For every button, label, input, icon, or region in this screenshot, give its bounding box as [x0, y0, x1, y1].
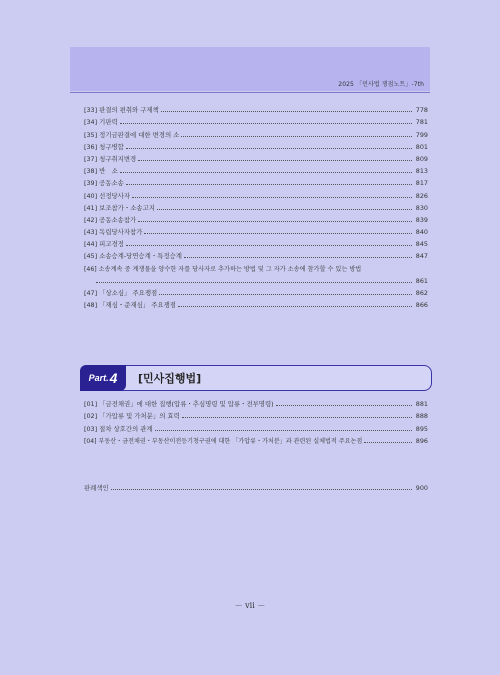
- toc-entry[interactable]: [42] 공동소송참가 839: [84, 215, 428, 224]
- toc-entry[interactable]: [01] 「금전채권」에 대한 집행(압류・추심명령 및 압류・전부명령) 881: [84, 400, 428, 409]
- toc-entry[interactable]: [04] 부동산・금전채권・부동산이전등기청구권에 대한 「가압류・가처분」과 관련된 실체법적 주요논점 896: [84, 436, 428, 445]
- toc-entry[interactable]: [36] 청구병합 801: [84, 142, 428, 151]
- toc-entry[interactable]: [44] 피고경정 845: [84, 240, 428, 249]
- toc-part3: [84, 102, 428, 309]
- part-title: [민사집행법]: [138, 372, 202, 385]
- page-number: － vii －: [234, 601, 266, 610]
- toc-entry[interactable]: [43] 독립당사자참가 840: [84, 228, 428, 237]
- header-divider: [70, 92, 430, 93]
- toc-entry[interactable]: [34] 기판력 781: [84, 118, 428, 127]
- toc-entry[interactable]: [02] 「가압류 및 가처분」의 효력 888: [84, 412, 428, 421]
- toc-entry[interactable]: [37] 청구취지변경 809: [84, 154, 428, 163]
- toc-entry[interactable]: [45] 소송승계-당연승계・특정승계 847: [84, 252, 428, 261]
- toc-entry[interactable]: [39] 공동소송 817: [84, 179, 428, 188]
- toc-entry-continuation[interactable]: 861: [84, 273, 428, 285]
- index-entry[interactable]: 판례색인 900: [84, 484, 428, 493]
- header-band: [70, 47, 430, 91]
- toc-entry[interactable]: [46] 소송계속 중 계쟁물을 양수한 자를 당사자로 추가하는 방법 및 그 자가 소송에 참가할 수 있는 방법: [84, 265, 362, 273]
- toc-entry[interactable]: [35] 정기금판결에 대한 변경의 소 799: [84, 130, 428, 139]
- toc-entry[interactable]: [47] 「상소심」 주요쟁점 862: [84, 289, 428, 297]
- toc-entry[interactable]: [41] 보조참가・소송고지 830: [84, 203, 428, 212]
- toc-entry[interactable]: [38] 반 소 813: [84, 167, 428, 176]
- part-badge-label: Part.: [88, 373, 109, 383]
- toc-entry[interactable]: [40] 선정당사자 826: [84, 191, 428, 200]
- toc-entry[interactable]: [33] 판결의 편취와 구제책 778: [84, 106, 428, 115]
- toc-entry[interactable]: [03] 절차 상호간의 관계 895: [84, 424, 428, 433]
- toc-entry[interactable]: [48] 「재심・준재심」 주요쟁점 866: [84, 301, 428, 310]
- part-badge: [80, 365, 126, 391]
- running-header-title: 2025 「민사법 쟁점노트」-7th: [338, 81, 424, 88]
- part-heading-box: [80, 365, 432, 391]
- toc-part4: [84, 396, 428, 445]
- part-badge-number: 4: [109, 370, 118, 386]
